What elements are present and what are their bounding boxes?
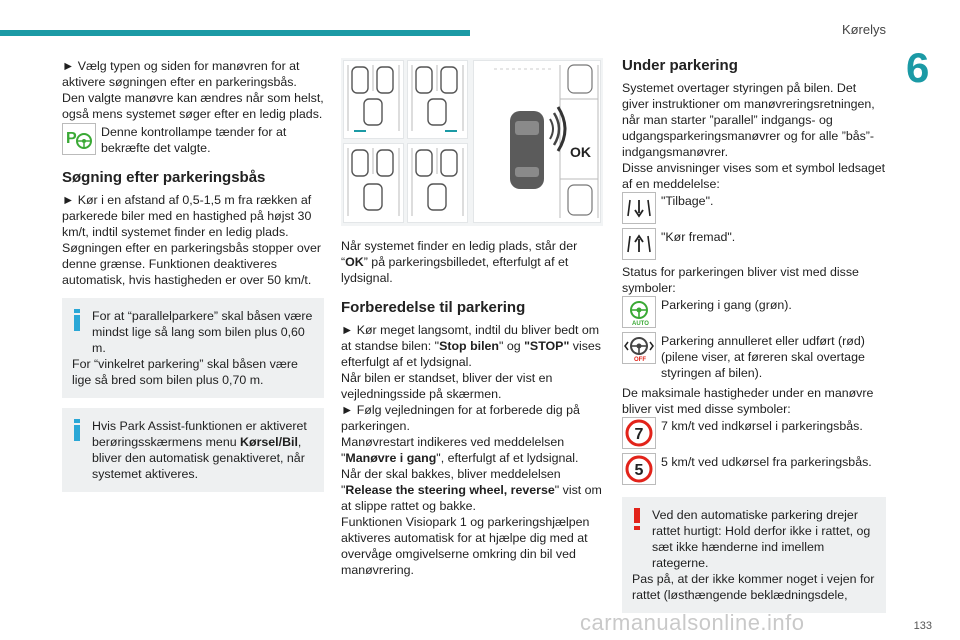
speed-5-row <box>622 453 886 485</box>
detection-panel <box>473 60 601 223</box>
heading-search: Søgning efter parkeringsbås <box>62 169 266 186</box>
diagram-panel <box>407 143 468 223</box>
parking-diagram <box>341 58 603 226</box>
diagram-panel <box>343 60 404 139</box>
off-label: OFF <box>634 357 646 362</box>
auto-label: AUTO <box>632 321 649 326</box>
info-icon <box>74 309 80 331</box>
reverse-text: "Tilbage". <box>661 194 714 208</box>
paragraph: De maksimale hastigheder under en manøvre bliver vist med disse symboler: <box>622 386 874 416</box>
paragraph: Den valgte manøvre kan ændres når som helst, også mens systemet søger efter en ledig plads. <box>62 91 324 121</box>
paragraph: Funktionen Visiopark 1 og parkeringshjælpen aktiveres automatisk for at hjælpe dig med at overvåge omgivelserne omkring din bil ved manøvrering. <box>341 515 590 577</box>
cancelled-text: Parkering annulleret eller udført (rød) (pilene viser, at føreren skal overtage styringen af bilen). <box>661 334 865 380</box>
warning-text: Ved den automatiske parkering drejer rattet hurtigt: Hold derfor ikke i rattet, og sæt ikke hænderne ind imellem rategerne. <box>652 508 871 570</box>
chapter-number: 6 <box>906 44 930 91</box>
paragraph: Når systemet finder en ledig plads, står der “OK” på parkeringsbilledet, efterfulgt af et lydsignal. <box>341 239 578 285</box>
in-progress-row <box>622 296 886 328</box>
section-title: Kørelys <box>841 22 886 37</box>
warning-icon <box>634 508 640 530</box>
column-2 <box>341 58 603 578</box>
column-3 <box>622 58 886 621</box>
diagram-panel <box>407 60 468 139</box>
forward-text: "Kør fremad". <box>661 230 736 244</box>
forward-row <box>622 228 886 260</box>
paragraph: Manøvrestart indikeres ved meddelelsen "Manøvre i gang", efterfulgt af et lydsignal. <box>341 435 579 465</box>
note-text: For “vinkelret parkering” skal båsen være lige så bred som bilen plus 0,70 m. <box>72 357 298 387</box>
steering-off-icon <box>622 332 656 364</box>
speed-5-text: 5 km/t ved udkørsel fra parkeringsbås. <box>661 455 872 469</box>
diagram-panel <box>343 143 404 223</box>
paragraph: Når der skal bakkes, bliver meddelelsen "Release the steering wheel, reverse" vist om at slippe rattet og bakke. <box>341 467 602 513</box>
reverse-arrow-icon <box>622 192 656 224</box>
heading-prep: Forberedelse til parkering <box>341 299 526 316</box>
svg-text:P: P <box>66 130 77 147</box>
steering-auto-icon <box>622 296 656 328</box>
paragraph: ► Vælg typen og siden for manøvren for at aktivere søgningen efter en parkeringsbås. <box>62 59 300 89</box>
note-text: For at “parallelparkere” skal båsen være mindst lige så lang som bilen plus 0,60 m. <box>92 309 313 355</box>
note-text: Hvis Park Assist-funktionen er aktiveret berøringsskærmens menu Kørsel/Bil, bliver den automatisk genaktiveret, når systemet aktiveres. <box>92 419 307 481</box>
heading-during: Under parkering <box>622 57 738 74</box>
reverse-row <box>622 192 886 224</box>
speed-5-value: 5 <box>634 462 644 479</box>
header-accent-bar <box>0 30 470 36</box>
speed-limit-7-icon <box>622 417 656 449</box>
info-note-1 <box>62 298 324 398</box>
page-number: 133 <box>913 620 932 632</box>
speed-7-value: 7 <box>634 426 644 443</box>
paragraph: ► Kør i en afstand af 0,5-1,5 m fra rækken af parkerede biler med en hastighed på højst 30 km/t, indtil systemet finder en ledig plads. <box>62 193 312 239</box>
cancelled-row <box>622 332 886 381</box>
paragraph: Når bilen er standset, bliver der vist en vejledningsside på skærmen. <box>341 371 553 401</box>
paragraph: Status for parkeringen bliver vist med disse symboler: <box>622 265 859 295</box>
column-1 <box>62 58 324 500</box>
forward-arrow-icon <box>622 228 656 260</box>
watermark: carmanualsonline.info <box>580 610 805 635</box>
paragraph: ► Kør meget langsomt, indtil du bliver bedt om at standse bilen: "Stop bilen" og "STOP" vises efterfulgt af et lydsignal. <box>341 323 602 369</box>
lamp-text: Denne kontrollampe tænder for at bekræfte det valgte. <box>101 125 287 155</box>
speed-7-text: 7 km/t ved indkørsel i parkeringsbås. <box>661 419 863 433</box>
lamp-row <box>62 123 324 156</box>
info-icon <box>74 419 80 441</box>
warning-note <box>622 497 886 613</box>
paragraph: Søgningen efter en parkeringsbås stopper over denne grænse. Funktionen deaktiveres automatisk, hvis hastigheden er over 50 km/t. <box>62 241 321 287</box>
ok-label: OK <box>570 144 591 160</box>
paragraph: Disse anvisninger vises som et symbol ledsaget af en meddelelse: <box>622 161 886 191</box>
paragraph: ► Følg vejledningen for at forberede dig på parkeringen. <box>341 403 580 433</box>
speed-7-row <box>622 417 886 449</box>
speed-limit-5-icon <box>622 453 656 485</box>
info-note-2 <box>62 408 324 492</box>
in-progress-text: Parkering i gang (grøn). <box>661 298 792 312</box>
park-assist-lamp-icon <box>62 123 96 155</box>
warning-text: Pas på, at der ikke kommer noget i vejen for rattet (løsthængende beklædningsdele, <box>632 572 875 602</box>
paragraph: Systemet overtager styringen på bilen. Det giver instruktioner om manøvreringsretningen, når man starter ”parallel” indgangs- og udgangsparkeringsmanøvrer og for alle ”bås”-indgangsmanøvrer. <box>622 81 875 159</box>
